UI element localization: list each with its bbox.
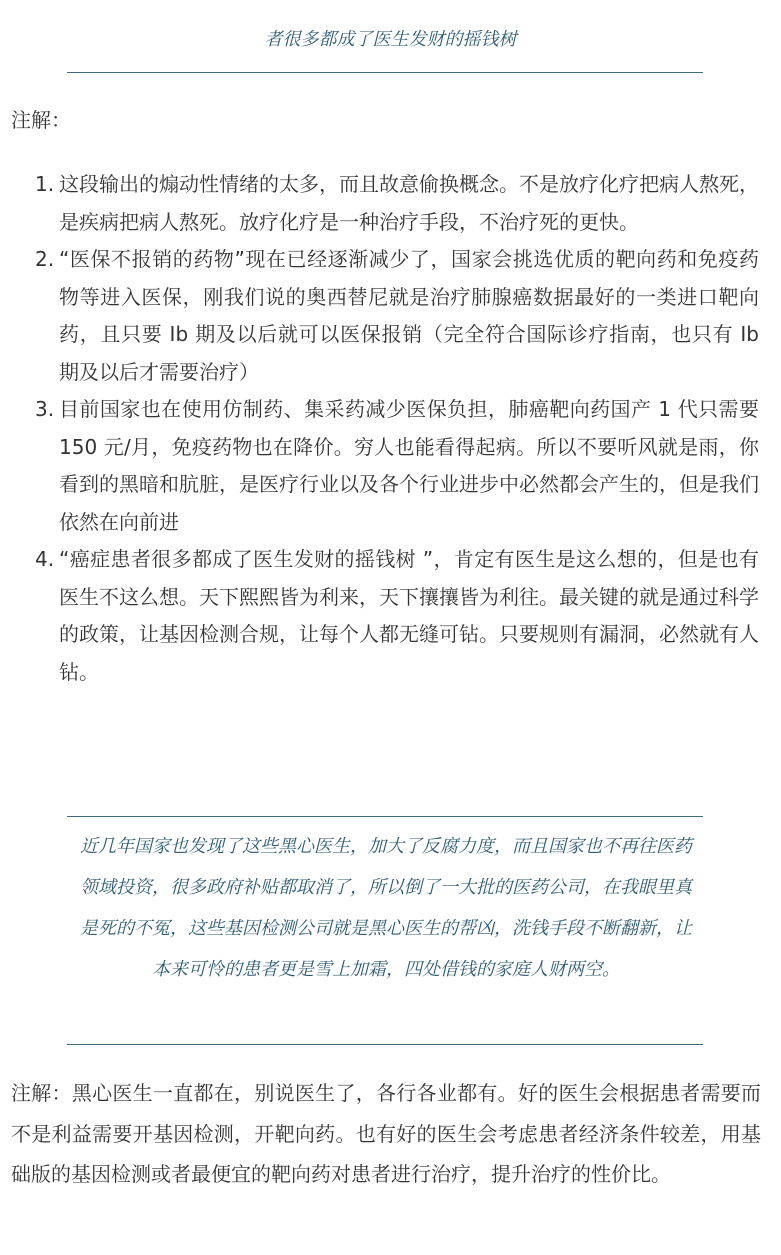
list-item: [0, 541, 759, 691]
list-item-number: 2.: [35, 247, 55, 271]
list-item-number: 3.: [35, 397, 55, 421]
list-item: [0, 166, 759, 241]
list-item-number: 1.: [35, 172, 55, 196]
list-item-text: “医保不报销的药物”现在已经逐渐减少了，国家会挑选优质的靶向药和免疫药物等进入医保，刚我们说的奥西替尼就是治疗肺腺癌数据最好的一类进口靶向药，且只要 Ib 期及以后就可以医保报销（完全符合国际诊疗指南，也只有 Ib 期及以后才需要治疗）: [59, 247, 759, 384]
divider-quote-top: [67, 816, 703, 817]
final-note: 注解：黑心医生一直都在，别说医生了，各行各业都有。好的医生会根据患者需要而不是利益需要开基因检测，开靶向药。也有好的医生会考虑患者经济条件较差，用基础版的基因检测或者最便宜的靶向药对患者进行治疗，提升治疗的性价比。: [11, 1081, 761, 1186]
list-item: [0, 241, 759, 391]
list-item: [0, 391, 759, 541]
list-item-text: “癌症患者很多都成了医生发财的摇钱树 ”，肯定有医生是这么想的，但是也有医生不这么想。天下熙熙皆为利来，天下攘攘皆为利往。最关键的就是通过科学的政策，让基因检测合规，让每个人都无缝可钻。只要规则有漏洞，必然就有人钻。: [59, 547, 759, 684]
list-item-number: 4.: [35, 547, 55, 571]
divider-top: [67, 72, 703, 73]
divider-quote-bottom: [67, 1044, 703, 1045]
list-item-text: 这段输出的煽动性情绪的太多，而且故意偷换概念。不是放疗化疗把病人熬死，是疾病把病人熬死。放疗化疗是一种治疗手段，不治疗死的更快。: [59, 172, 759, 234]
top-quote: 者很多都成了医生发财的摇钱树: [264, 29, 517, 50]
block-quote: 近几年国家也发现了这些黑心医生，加大了反腐力度，而且国家也不再往医药领域投资，很多政府补贴都取消了，所以倒了一大批的医药公司，在我眼里真是死的不冤，这些基因检测公司就是黑心医生的帮凶，洗钱手段不断翻新，让本来可怜的患者更是雪上加霜，四处借钱的家庭人财两空。: [80, 836, 692, 980]
list-item-text: 目前国家也在使用仿制药、集采药减少医保负担，肺癌靶向药国产 1 代只需要 150 元/月，免疫药物也在降价。穷人也能看得起病。所以不要听风就是雨，你看到的黑暗和肮脏，是医疗行业以及各个行业进步中必然都会产生的，但是我们依然在向前进: [59, 397, 759, 534]
annotation-list: [0, 166, 781, 691]
note-label: 注解：: [11, 108, 71, 132]
